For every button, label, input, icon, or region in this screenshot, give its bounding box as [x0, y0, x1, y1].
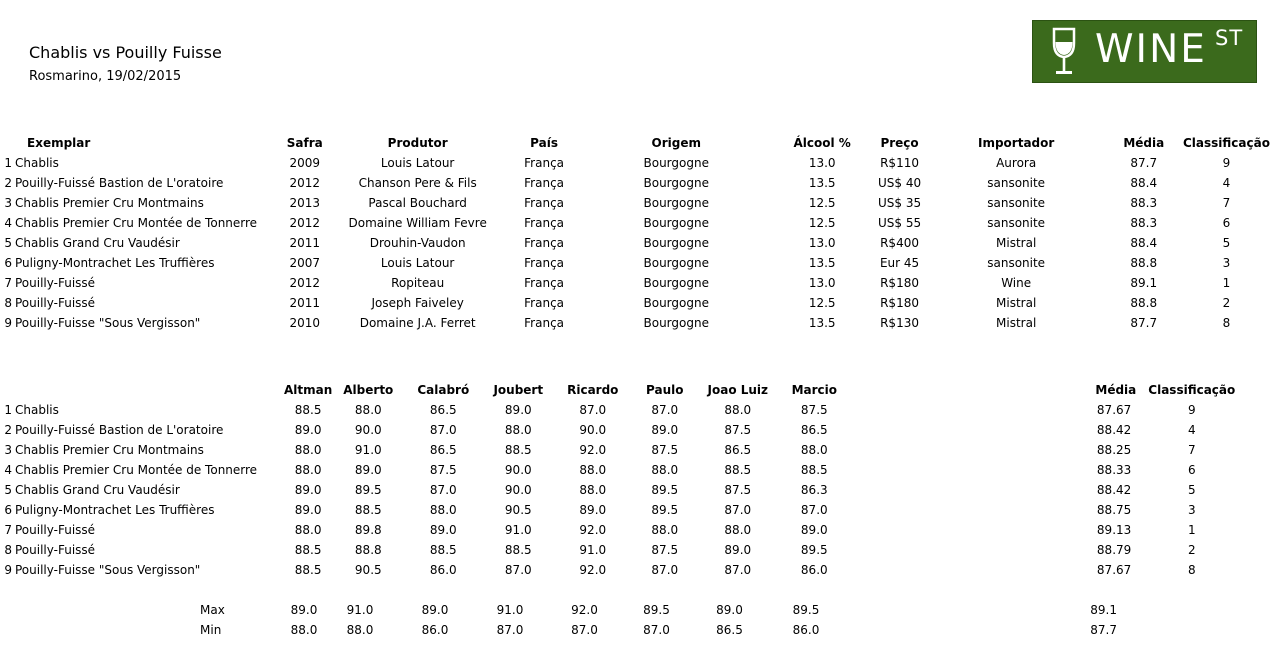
score-row — [0, 440, 1235, 460]
summary-score-cell: 89.0 — [716, 603, 743, 617]
col-header-paulo: Paulo — [646, 383, 684, 397]
media-cell: 89.1 — [1130, 276, 1158, 290]
pais-cell: França — [524, 216, 565, 230]
summary-score-cell: 87.0 — [643, 623, 670, 637]
origem-cell: Bourgogne — [643, 296, 709, 310]
alcool-cell: 13.5 — [808, 316, 836, 330]
wine-name: Pouilly-Fuisse "Sous Vergisson" — [15, 563, 201, 577]
media-cell: 88.79 — [1096, 543, 1132, 557]
score-row — [0, 520, 1235, 540]
summary-score-cell: 87.0 — [571, 623, 598, 637]
score-cell: 86.3 — [800, 483, 828, 497]
col-header-produtor: Produtor — [387, 136, 448, 150]
media-cell: 88.3 — [1130, 216, 1158, 230]
media-cell: 88.25 — [1096, 443, 1132, 457]
wine-name: Pouilly-Fuisse "Sous Vergisson" — [15, 316, 201, 330]
summary-table — [0, 600, 1219, 640]
row-number: 9 — [4, 316, 12, 330]
wine-name-cell — [0, 153, 283, 173]
score-cell: 89.0 — [294, 503, 322, 517]
classificacao-cell: 2 — [1222, 296, 1231, 310]
col-header-ricardo: Ricardo — [567, 383, 619, 397]
score-cell: 90.0 — [579, 423, 607, 437]
score-cell: 86.5 — [724, 443, 752, 457]
score-cell: 88.0 — [651, 523, 679, 537]
score-cell: 90.0 — [504, 463, 532, 477]
classificacao-cell: 8 — [1222, 316, 1231, 330]
score-row — [0, 480, 1235, 500]
media-cell: 87.7 — [1130, 156, 1158, 170]
score-cell: 88.0 — [579, 463, 607, 477]
media-cell: 89.13 — [1096, 523, 1132, 537]
row-number: 6 — [4, 503, 12, 517]
produtor-cell: Louis Latour — [380, 156, 455, 170]
media-cell: 88.33 — [1096, 463, 1132, 477]
importador-cell: Mistral — [996, 316, 1037, 330]
col-header-blank — [0, 380, 284, 400]
summary-label: Min — [200, 623, 222, 637]
score-cell: 87.0 — [651, 403, 679, 417]
media-cell: 87.67 — [1096, 403, 1132, 417]
score-cell: 88.0 — [724, 403, 752, 417]
pais-cell: França — [524, 196, 565, 210]
importador-cell: sansonite — [987, 176, 1046, 190]
importador-cell: Mistral — [996, 236, 1037, 250]
row-number: 8 — [4, 543, 12, 557]
wine-name-cell — [0, 293, 283, 313]
alcool-cell: 13.0 — [808, 156, 836, 170]
preco-cell: R$110 — [880, 156, 919, 170]
row-number: 9 — [4, 563, 12, 577]
origem-cell: Bourgogne — [643, 196, 709, 210]
origem-cell: Bourgogne — [643, 216, 709, 230]
safra-cell: 2009 — [289, 156, 321, 170]
safra-cell: 2012 — [289, 276, 321, 290]
summary-score-cell: 91.0 — [346, 603, 374, 617]
origem-cell: Bourgogne — [643, 176, 709, 190]
origem-cell: Bourgogne — [643, 156, 709, 170]
row-number: 8 — [4, 296, 12, 310]
produtor-cell: Domaine J.A. Ferret — [359, 316, 476, 330]
summary-score-cell: 86.0 — [792, 623, 820, 637]
score-cell: 86.5 — [429, 443, 457, 457]
summary-score-cell: 89.0 — [290, 603, 318, 617]
preco-cell: R$180 — [880, 296, 919, 310]
wine-name-cell — [0, 560, 284, 580]
score-cell: 90.5 — [354, 563, 382, 577]
wine-name-cell — [0, 273, 283, 293]
summary-score-cell: 89.5 — [792, 603, 820, 617]
score-cell: 88.0 — [579, 483, 607, 497]
importador-cell: Wine — [1001, 276, 1032, 290]
score-cell: 87.5 — [651, 543, 679, 557]
media-cell: 88.4 — [1130, 176, 1158, 190]
score-cell: 89.0 — [354, 463, 382, 477]
wine-row — [0, 253, 1270, 273]
score-cell: 89.0 — [651, 423, 679, 437]
wine-name: Puligny-Montrachet Les Truffières — [15, 503, 215, 517]
score-cell: 92.0 — [579, 523, 607, 537]
score-cell: 88.5 — [294, 543, 322, 557]
score-cell: 88.0 — [724, 523, 752, 537]
classificacao-cell: 9 — [1187, 403, 1196, 417]
wine-name-cell — [0, 460, 284, 480]
score-cell: 91.0 — [504, 523, 532, 537]
score-cell: 89.5 — [354, 483, 382, 497]
wine-name-cell — [0, 520, 284, 540]
row-number: 3 — [4, 196, 12, 210]
score-cell: 87.0 — [724, 503, 752, 517]
preco-cell: US$ 40 — [877, 176, 922, 190]
pais-cell: França — [524, 256, 565, 270]
logo-wordmark: WINE — [1095, 27, 1207, 72]
col-header-importador: Importador — [978, 136, 1055, 150]
summary-row — [0, 600, 1219, 620]
classificacao-cell: 7 — [1187, 443, 1196, 457]
score-cell: 90.0 — [504, 483, 532, 497]
summary-score-cell: 89.0 — [421, 603, 449, 617]
score-cell: 87.5 — [429, 463, 457, 477]
col-header-marcio: Marcio — [791, 383, 837, 397]
media-cell: 88.42 — [1096, 423, 1132, 437]
row-number: 2 — [4, 423, 12, 437]
alcool-cell: 12.5 — [808, 196, 836, 210]
wine-name-cell — [0, 480, 284, 500]
wine-name-cell — [0, 313, 283, 333]
row-number: 2 — [4, 176, 12, 190]
summary-blank-cell — [1140, 600, 1219, 620]
col-header-media: Média — [1123, 136, 1165, 150]
produtor-cell: Pascal Bouchard — [368, 196, 467, 210]
score-cell: 88.5 — [294, 563, 322, 577]
classificacao-cell: 6 — [1222, 216, 1231, 230]
wine-name: Pouilly-Fuissé — [15, 523, 96, 537]
classificacao-cell: 6 — [1187, 463, 1196, 477]
summary-media-cell: 87.7 — [1090, 623, 1117, 637]
origem-cell: Bourgogne — [643, 256, 709, 270]
row-number: 6 — [4, 256, 12, 270]
score-cell: 88.0 — [354, 403, 382, 417]
importador-cell: Aurora — [996, 156, 1037, 170]
wine-row — [0, 313, 1270, 333]
summary-score-cell: 92.0 — [571, 603, 598, 617]
score-cell: 88.0 — [429, 503, 457, 517]
col-header-origem: Origem — [651, 136, 701, 150]
preco-cell: US$ 55 — [877, 216, 922, 230]
wine-st-logo — [1032, 20, 1257, 83]
wine-name: Chablis Premier Cru Montmains — [15, 196, 204, 210]
score-cell: 89.0 — [294, 483, 322, 497]
score-cell: 88.5 — [800, 463, 828, 477]
classificacao-cell: 3 — [1187, 503, 1196, 517]
score-cell: 88.0 — [651, 463, 679, 477]
score-cell: 89.0 — [504, 403, 532, 417]
score-cell: 88.0 — [294, 463, 322, 477]
media-cell: 88.8 — [1130, 296, 1158, 310]
summary-media-cell: 89.1 — [1090, 603, 1117, 617]
score-cell: 87.5 — [651, 443, 679, 457]
preco-cell: Eur 45 — [879, 256, 920, 270]
row-number: 7 — [4, 523, 12, 537]
col-header-calabro: Calabró — [417, 383, 470, 397]
summary-label: Max — [200, 603, 225, 617]
origem-cell: Bourgogne — [643, 236, 709, 250]
score-cell: 87.0 — [724, 563, 752, 577]
score-cell: 88.5 — [504, 543, 532, 557]
importador-cell: sansonite — [987, 216, 1046, 230]
col-header-alcool: Álcool % — [793, 136, 851, 150]
media-cell: 88.75 — [1096, 503, 1132, 517]
wine-row — [0, 173, 1270, 193]
wine-row — [0, 273, 1270, 293]
wine-name-cell — [0, 233, 283, 253]
col-header-alberto: Alberto — [343, 383, 394, 397]
score-cell: 89.0 — [724, 543, 752, 557]
wine-name: Chablis — [15, 156, 59, 170]
produtor-cell: Joseph Faiveley — [371, 296, 464, 310]
alcool-cell: 13.0 — [808, 276, 836, 290]
classificacao-cell: 4 — [1222, 176, 1231, 190]
logo-suffix: ST — [1215, 26, 1244, 50]
row-number: 1 — [4, 403, 12, 417]
col-header-preco: Preço — [880, 136, 919, 150]
score-cell: 89.0 — [800, 523, 828, 537]
score-row — [0, 420, 1235, 440]
score-cell: 88.0 — [800, 443, 828, 457]
importador-cell: sansonite — [987, 256, 1046, 270]
wine-name-cell — [0, 253, 283, 273]
col-header-classificacao: Classificação — [1182, 136, 1270, 150]
wine-name-cell — [0, 193, 283, 213]
alcool-cell: 12.5 — [808, 296, 836, 310]
wine-name: Chablis Grand Cru Vaudésir — [15, 483, 180, 497]
row-number: 3 — [4, 443, 12, 457]
score-row — [0, 560, 1235, 580]
score-cell: 86.5 — [429, 403, 457, 417]
row-number: 5 — [4, 236, 12, 250]
media-cell: 88.8 — [1130, 256, 1158, 270]
media-cell: 88.3 — [1130, 196, 1158, 210]
score-cell: 86.0 — [800, 563, 828, 577]
wine-name: Pouilly-Fuissé — [15, 296, 96, 310]
origem-cell: Bourgogne — [643, 316, 709, 330]
origem-cell: Bourgogne — [643, 276, 709, 290]
preco-cell: US$ 35 — [877, 196, 922, 210]
col-header-joao-luiz: Joao Luiz — [707, 383, 769, 397]
score-row — [0, 400, 1235, 420]
media-cell: 87.67 — [1096, 563, 1132, 577]
wine-table-header-row — [0, 133, 1270, 153]
wine-name: Chablis Grand Cru Vaudésir — [15, 236, 180, 250]
score-cell: 88.5 — [429, 543, 457, 557]
score-cell: 87.0 — [800, 503, 828, 517]
score-cell: 88.5 — [294, 403, 322, 417]
scores-table-header-row — [0, 380, 1235, 400]
media-cell: 88.4 — [1130, 236, 1158, 250]
page-subtitle: Rosmarino, 19/02/2015 — [29, 69, 182, 84]
safra-cell: 2010 — [289, 316, 321, 330]
produtor-cell: Drouhin-Vaudon — [369, 236, 466, 250]
row-number: 5 — [4, 483, 12, 497]
summary-score-cell: 88.0 — [346, 623, 374, 637]
wine-row — [0, 233, 1270, 253]
wine-name-cell — [0, 420, 284, 440]
wine-glass-icon — [1051, 27, 1077, 77]
media-cell: 88.42 — [1096, 483, 1132, 497]
score-cell: 88.5 — [724, 463, 752, 477]
score-cell: 88.0 — [294, 443, 322, 457]
score-cell: 92.0 — [579, 443, 607, 457]
col-header-classificacao: Classificação — [1148, 383, 1236, 397]
classificacao-cell: 5 — [1222, 236, 1231, 250]
wine-row — [0, 293, 1270, 313]
col-header-media: Média — [1095, 383, 1137, 397]
col-header-pais: País — [530, 136, 558, 150]
summary-score-cell: 86.0 — [421, 623, 449, 637]
score-cell: 90.0 — [354, 423, 382, 437]
score-cell: 88.5 — [354, 503, 382, 517]
wine-row — [0, 193, 1270, 213]
produtor-cell: Louis Latour — [380, 256, 455, 270]
wine-name: Chablis Premier Cru Montée de Tonnerre — [15, 216, 258, 230]
wine-name-cell — [0, 440, 284, 460]
score-cell: 87.0 — [504, 563, 532, 577]
wine-name-cell — [0, 500, 284, 520]
classificacao-cell: 9 — [1222, 156, 1231, 170]
score-cell: 88.8 — [354, 543, 382, 557]
row-number: 4 — [4, 463, 12, 477]
pais-cell: França — [524, 276, 565, 290]
importador-cell: Mistral — [996, 296, 1037, 310]
score-cell: 91.0 — [579, 543, 607, 557]
score-cell: 90.5 — [504, 503, 532, 517]
summary-score-cell: 87.0 — [496, 623, 524, 637]
score-cell: 86.0 — [429, 563, 457, 577]
summary-score-cell: 89.5 — [643, 603, 670, 617]
row-number: 7 — [4, 276, 12, 290]
classificacao-cell: 1 — [1187, 523, 1196, 537]
alcool-cell: 13.5 — [808, 256, 836, 270]
score-cell: 87.5 — [724, 423, 752, 437]
pais-cell: França — [524, 296, 565, 310]
safra-cell: 2013 — [289, 196, 321, 210]
classificacao-cell: 4 — [1187, 423, 1196, 437]
summary-score-cell: 91.0 — [496, 603, 524, 617]
score-row — [0, 540, 1235, 560]
summary-score-cell: 88.0 — [290, 623, 318, 637]
col-header-altman: Altman — [284, 383, 333, 397]
score-cell: 87.0 — [429, 423, 457, 437]
media-cell: 87.7 — [1130, 316, 1158, 330]
importador-cell: sansonite — [987, 196, 1046, 210]
classificacao-cell: 1 — [1222, 276, 1231, 290]
produtor-cell: Chanson Pere & Fils — [358, 176, 477, 190]
wine-name: Pouilly-Fuissé — [15, 543, 96, 557]
wine-name: Chablis Premier Cru Montmains — [15, 443, 204, 457]
produtor-cell: Ropiteau — [391, 276, 445, 290]
wine-name-cell — [0, 173, 283, 193]
summary-score-cell: 86.5 — [716, 623, 743, 637]
col-header-joubert: Joubert — [493, 383, 544, 397]
classificacao-cell: 7 — [1222, 196, 1231, 210]
classificacao-cell: 5 — [1187, 483, 1196, 497]
wine-name-cell — [0, 400, 284, 420]
safra-cell: 2012 — [289, 216, 321, 230]
score-cell: 87.5 — [724, 483, 752, 497]
classificacao-cell: 2 — [1187, 543, 1196, 557]
summary-blank-cell — [1140, 620, 1219, 640]
col-header-safra: Safra — [286, 136, 323, 150]
col-header-exemplar: Exemplar — [27, 136, 91, 150]
pais-cell: França — [524, 156, 565, 170]
row-number: 1 — [4, 156, 12, 170]
score-cell: 88.0 — [294, 523, 322, 537]
wine-name: Puligny-Montrachet Les Truffières — [15, 256, 215, 270]
wine-name: Pouilly-Fuissé — [15, 276, 96, 290]
score-row — [0, 500, 1235, 520]
wine-name: Pouilly-Fuissé Bastion de L'oratoire — [15, 176, 224, 190]
score-cell: 88.0 — [504, 423, 532, 437]
score-cell: 87.0 — [429, 483, 457, 497]
safra-cell: 2011 — [289, 296, 321, 310]
score-cell: 92.0 — [579, 563, 607, 577]
classificacao-cell: 3 — [1222, 256, 1231, 270]
wine-name-cell — [0, 540, 284, 560]
summary-row — [0, 620, 1219, 640]
score-cell: 88.5 — [504, 443, 532, 457]
score-cell: 87.5 — [800, 403, 828, 417]
score-cell: 89.8 — [354, 523, 382, 537]
score-cell: 89.0 — [579, 503, 607, 517]
row-number: 4 — [4, 216, 12, 230]
wine-details-table — [0, 133, 1270, 333]
page-title: Chablis vs Pouilly Fuisse — [29, 43, 222, 62]
pais-cell: França — [524, 236, 565, 250]
score-cell: 87.0 — [579, 403, 607, 417]
classificacao-cell: 8 — [1187, 563, 1196, 577]
wine-name: Chablis — [15, 403, 59, 417]
score-cell: 91.0 — [354, 443, 382, 457]
produtor-cell: Domaine William Fevre — [348, 216, 487, 230]
alcool-cell: 12.5 — [808, 216, 836, 230]
wine-name: Pouilly-Fuissé Bastion de L'oratoire — [15, 423, 224, 437]
safra-cell: 2012 — [289, 176, 321, 190]
pais-cell: França — [524, 316, 565, 330]
alcool-cell: 13.5 — [808, 176, 836, 190]
preco-cell: R$130 — [880, 316, 919, 330]
wine-name-cell — [0, 213, 283, 233]
score-cell: 87.0 — [651, 563, 679, 577]
preco-cell: R$180 — [880, 276, 919, 290]
score-row — [0, 460, 1235, 480]
score-cell: 89.5 — [651, 503, 679, 517]
scores-table — [0, 380, 1235, 580]
safra-cell: 2007 — [289, 256, 321, 270]
wine-row — [0, 153, 1270, 173]
score-cell: 89.0 — [429, 523, 457, 537]
score-cell: 86.5 — [800, 423, 828, 437]
wine-name: Chablis Premier Cru Montée de Tonnerre — [15, 463, 258, 477]
wine-row — [0, 213, 1270, 233]
score-cell: 89.0 — [294, 423, 322, 437]
preco-cell: R$400 — [880, 236, 919, 250]
pais-cell: França — [524, 176, 565, 190]
alcool-cell: 13.0 — [808, 236, 836, 250]
score-cell: 89.5 — [800, 543, 828, 557]
safra-cell: 2011 — [289, 236, 321, 250]
score-cell: 89.5 — [651, 483, 679, 497]
